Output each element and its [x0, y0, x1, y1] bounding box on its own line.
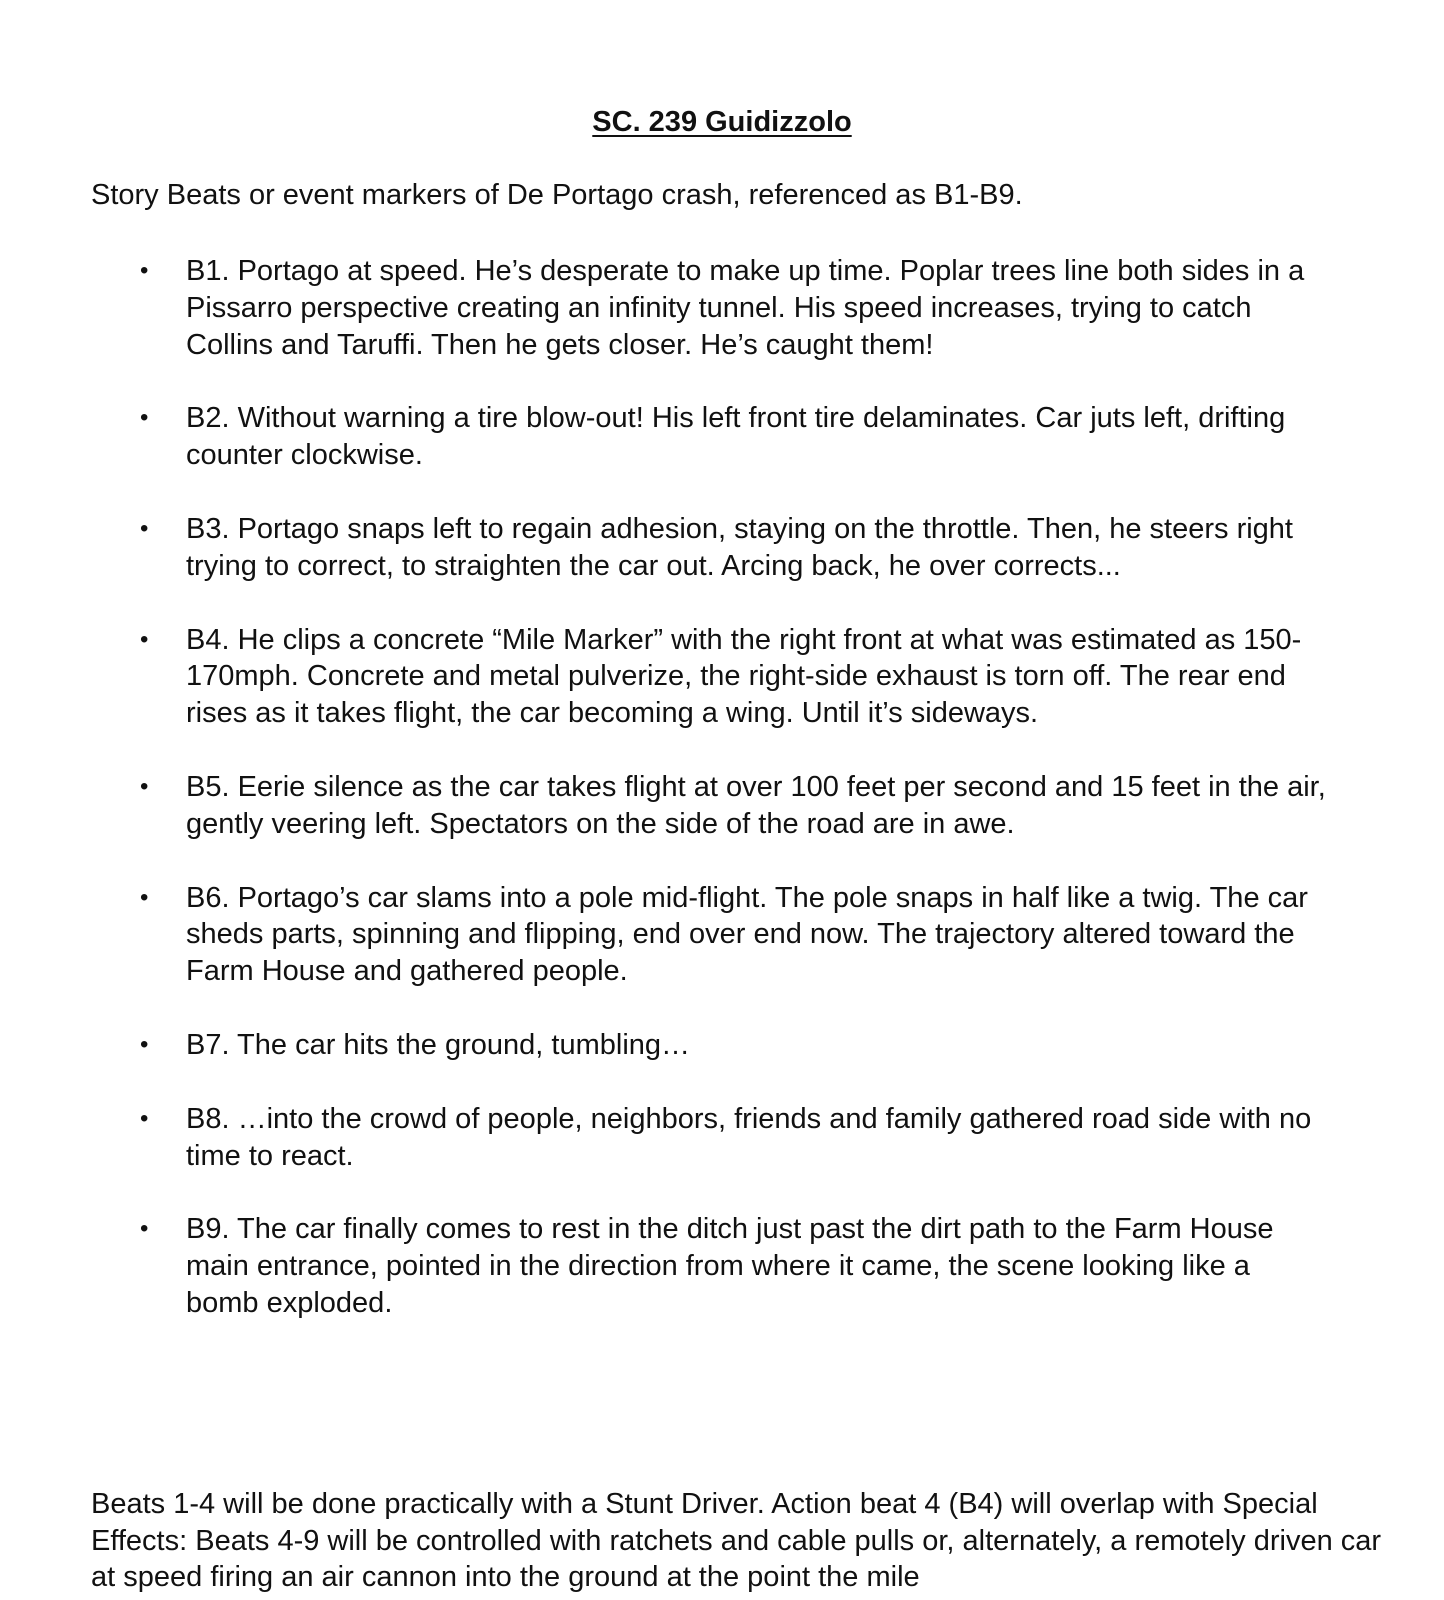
beat-text: B9. The car finally comes to rest in the ditch just past the dirt path to the Farm House main entrance, pointed in the direction from where it came, the scene looking like a bomb exploded.	[186, 1213, 1274, 1319]
list-item	[0, 1027, 1326, 1064]
beat-text: B8. …into the crowd of people, neighbors, friends and family gathered road side with no time to react.	[186, 1102, 1312, 1172]
list-item	[0, 1211, 1326, 1321]
bullet-icon: •	[140, 257, 149, 284]
list-item	[0, 511, 1326, 585]
bullet-icon: •	[140, 1215, 149, 1243]
list-item	[0, 622, 1326, 732]
closing-paragraph: Beats 1-4 will be done practically with a Stunt Driver. Action beat 4 (B4) will overlap with Special Effects: Beats 4-9 will be controlled with ratchets and cable pulls or, alternately, a remotely driven car at speed firing an air cannon into the ground at the point the mile	[91, 1488, 1382, 1593]
list-item	[0, 1101, 1326, 1175]
beat-text: B6. Portago’s car slams into a pole mid-flight. The pole snaps in half like a twig. The car sheds parts, spinning and flipping, end over end now. The trajectory altered toward the Farm House and gathered people.	[186, 881, 1308, 988]
beat-text: B1. Portago at speed. He’s desperate to make up time. Poplar trees line both sides in a Pissarro perspective creating an infinity tunnel. His speed increases, trying to catch Collins and Taruffi. Then he gets closer. He’s caught them!	[186, 255, 1305, 361]
beat-text: B4. He clips a concrete “Mile Marker” with the right front at what was estimated as 150-170mph. Concrete and metal pulverize, the right-side exhaust is torn off. The rear end rises as it takes flight, the car becoming a wing. Until it’s sideways.	[186, 623, 1302, 730]
page-title: SC. 239 Guidizzolo	[592, 106, 852, 138]
beat-text: B7. The car hits the ground, tumbling…	[186, 1028, 691, 1061]
intro-paragraph: Story Beats or event markers of De Portago crash, referenced as B1-B9.	[91, 179, 1023, 211]
bullet-icon: •	[140, 514, 149, 542]
bullet-icon: •	[140, 772, 149, 800]
beat-text: B5. Eerie silence as the car takes flight at over 100 feet per second and 15 feet in the air, gently veering left. Spectators on the side of the road are in awe.	[186, 770, 1326, 840]
list-item	[0, 880, 1326, 990]
story-beats-list	[0, 253, 1444, 1359]
beat-text: B2. Without warning a tire blow-out! His left front tire delaminates. Car juts left, drifting counter clockwise.	[186, 402, 1286, 472]
list-item	[0, 253, 1326, 363]
bullet-icon: •	[140, 625, 149, 653]
bullet-icon: •	[140, 883, 149, 911]
list-item	[0, 769, 1326, 843]
list-item	[0, 400, 1326, 474]
bullet-icon: •	[140, 1104, 149, 1132]
bullet-icon: •	[140, 404, 149, 432]
bullet-icon: •	[140, 1030, 149, 1058]
beat-text: B3. Portago snaps left to regain adhesion, staying on the throttle. Then, he steers right trying to correct, to straighten the car out. Arcing back, he over corrects...	[186, 512, 1293, 582]
